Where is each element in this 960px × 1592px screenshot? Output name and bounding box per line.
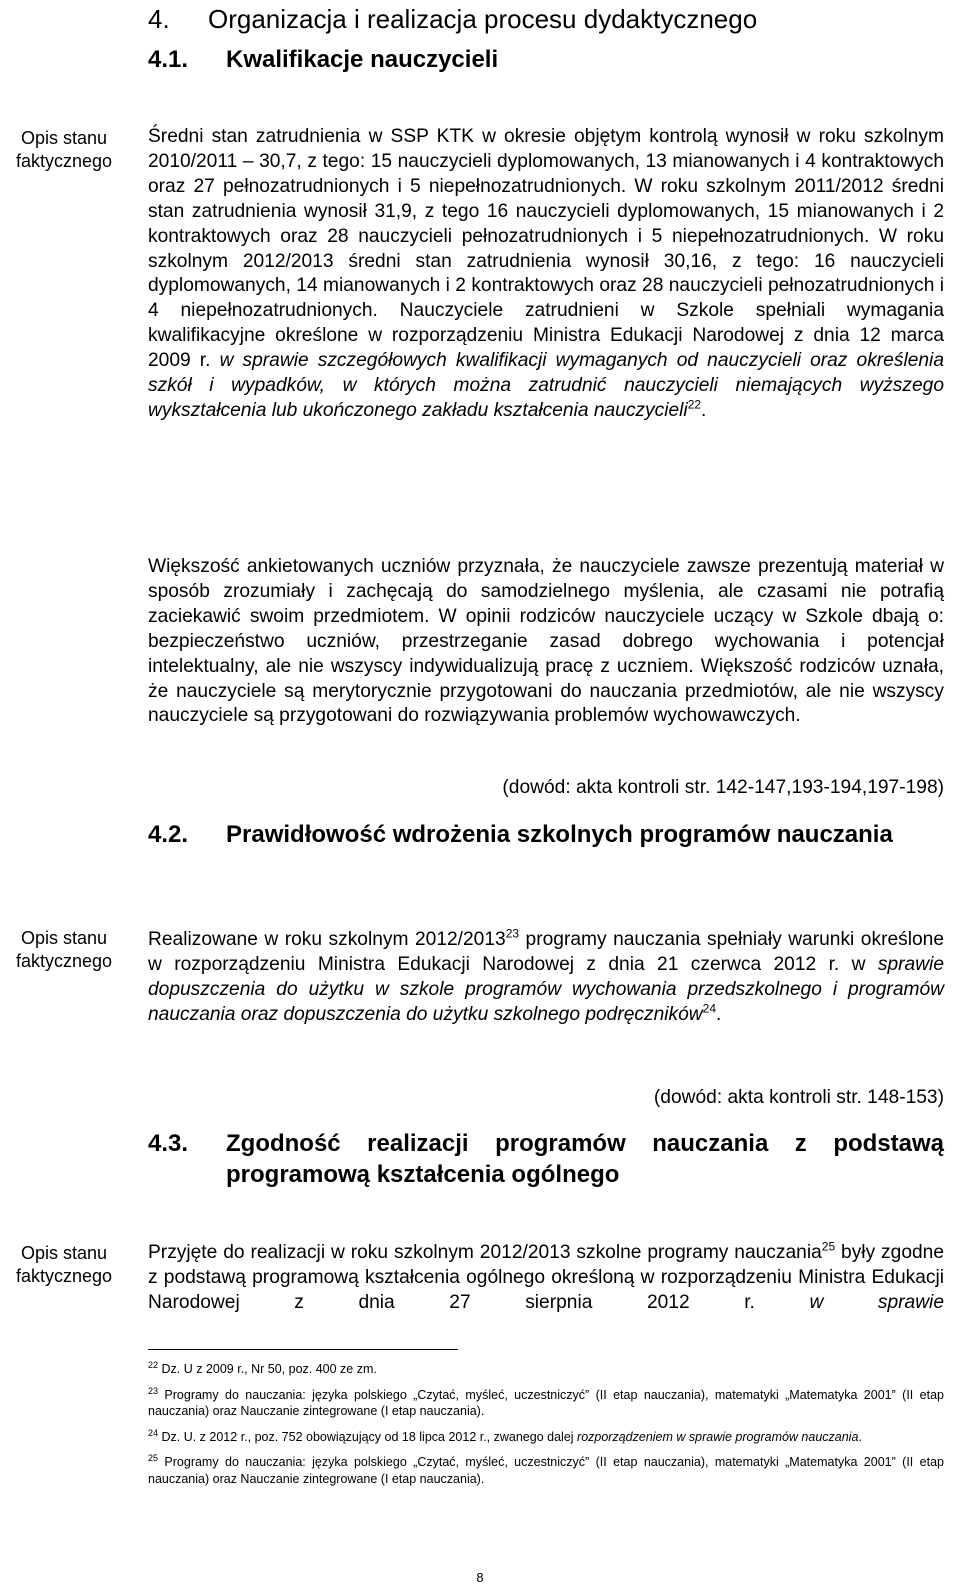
section-title: Prawidłowość wdrożenia szkolnych programów nauczania (226, 821, 893, 848)
section-heading-4-1 (148, 46, 498, 74)
chapter-number: 4. (148, 4, 170, 34)
footnote-ref-23: 23 (505, 926, 520, 941)
section-heading-4-2 (148, 821, 893, 849)
section-heading-4-3 (148, 1130, 944, 1189)
footnote-23: $^{23}$ Programy do nauczania: języka polskiego „Czytać, myśleć, uczestniczyć” (II etap nauczania), matematyki „Matematyka 2001” (II etap nauczania) oraz Nauczanie zintegrowane (I etap nauczania). (148, 1385, 944, 1419)
section-title-line2: programową kształcenia ogólnego (226, 1161, 620, 1188)
chapter-title: Organizacja i realizacja procesu dydaktycznego (208, 4, 758, 34)
margin-label-3: Opis stanu faktycznego (15, 1243, 113, 1286)
footnote-24: $^{24}$ Dz. U. z 2012 r., poz. 752 obowiązujący od 18 lipca 2012 r., zwanego dalej rozporządzeniem w sprawie programów nauczania. (148, 1427, 862, 1444)
margin-label-1: Opis stanu faktycznego (15, 128, 113, 171)
footnote-25: $^{25}$ Programy do nauczania: języka polskiego „Czytać, myśleć, uczestniczyć” (II etap nauczania), matematyki „Matematyka 2001” (II etap nauczania) oraz Nauczanie zintegrowane (I etap nauczania). (148, 1453, 944, 1486)
section-title: Kwalifikacje nauczycieli (226, 46, 499, 73)
evidence-1: (dowód: akta kontroli str. 142-147,193-194,197-198) (502, 777, 944, 798)
paragraph-qualifications: Średni stan zatrudnienia w SSP KTK w okresie objętym kontrolą wynosił w roku szkolnym 2010/2011 – 30,7, z tego: 15 nauczycieli dyplomowanych, 13 mianowanych i 4 kontraktowych oraz 27 pełnozatrudnionych i 5 niepełnozatrudnionych. W roku szkolnym 2011/2012 średni stan zatrudnienia wynosił 31,9, z tego 16 nauczycieli dyplomowanych, 15 mianowanych i 2 kontraktowych oraz 28 nauczycieli pełnozatrudnionych i 5 niepełnozatrudnionych. W roku szkolnym 2012/2013 średni stan zatrudnienia wynosił 30,16, z tego: 16 nauczycieli dyplomowanych, 14 mianowanych i 2 kontraktowych oraz 28 nauczycieli pełnozatrudnionych i 4 niepełnozatrudnionych. Nauczyciele zatrudnieni w Szkole spełniali wymagania kwalifikacyjne określone w rozporządzeniu Ministra Edukacji Narodowej z dnia 12 marca 2009 r. w sprawie szczegółowych kwalifikacji wymaganych od nauczycieli oraz określenia szkół i wypadków, w których można zatrudnić nauczycieli niemających wyższego wykształcenia lub ukończonego zakładu kształcenia nauczycieli$^{22}$. (148, 126, 944, 421)
section-number: 4.1. (148, 46, 189, 73)
paragraph-curriculum: Przyjęte do realizacji w roku szkolnym 2012/2013 szkolne programy nauczania$^{25}$ były zgodne z podstawą programową kształcenia ogólnego określoną w rozporządzeniu Ministra Edukacji Narodowej z dnia 27 sierpnia 2012 r. w sprawie (148, 1239, 945, 1313)
footnote-ref-24: 24 (702, 1001, 716, 1016)
footnote-separator (148, 1349, 458, 1350)
section-title-line1: Zgodność realizacji programów nauczania z podstawą (226, 1130, 944, 1157)
footnote-ref-25: 25 (821, 1239, 836, 1254)
page-number: 8 (476, 1570, 484, 1585)
evidence-2: (dowód: akta kontroli str. 148-153) (653, 1087, 944, 1108)
paragraph-programs: Realizowane w roku szkolnym 2012/2013$^{23}$ programy nauczania spełniały warunki określone w rozporządzeniu Ministra Edukacji Narodowej z dnia 21 czerwca 2012 r. w sprawie dopuszczenia do użytku w szkole programów wychowania przedszkolnego i programów nauczania oraz dopuszczenia do użytku szkolnego podręczników$^{24}$. (148, 926, 944, 1025)
paragraph-survey: Większość ankietowanych uczniów przyznała, że nauczyciele zawsze prezentują materiał w sposób zrozumiały i zachęcają do samodzielnego myślenia, ale czasami nie potrafią zaciekawić swoim przedmiotem. W opinii rodziców nauczyciele uczący w Szkole dbają o: bezpieczeństwo uczniów, przestrzeganie zasad dobrego wychowania i potencjał intelektualny, ale nie wszyscy indywidualizują pracę z uczniem. Większość rodziców uznała, że nauczyciele są merytorycznie przygotowani do nauczania przedmiotów, ale nie wszyscy nauczyciele są przygotowani do rozwiązywania problemów wychowawczych. (148, 556, 944, 727)
footnotes (148, 1361, 944, 1497)
footnote-22: $^{22}$ Dz. U z 2009 r., Nr 50, poz. 400 ze zm. (148, 1359, 377, 1376)
footnote-ref-22: 22 (687, 397, 702, 412)
section-number: 4.3. (148, 1130, 189, 1157)
section-number: 4.2. (148, 821, 189, 848)
chapter-heading (148, 4, 757, 35)
margin-label-2: Opis stanu faktycznego (15, 928, 113, 971)
